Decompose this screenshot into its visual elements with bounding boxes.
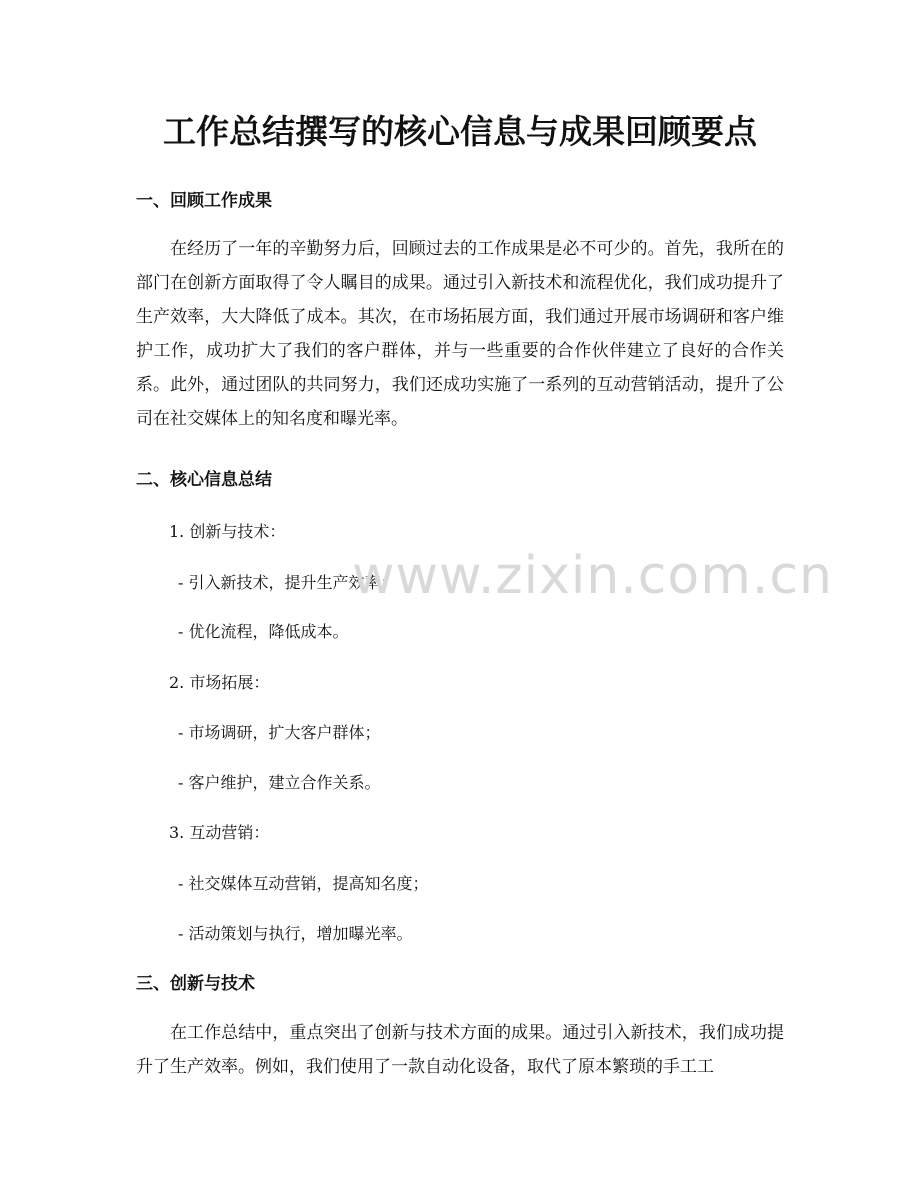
list-item: - 客户维护，建立合作关系。 xyxy=(178,773,381,792)
list-item: - 活动策划与执行，增加曝光率。 xyxy=(178,924,413,943)
list-item: - 社交媒体互动营销，提高知名度； xyxy=(178,874,429,893)
list-item: 2. 市场拓展： xyxy=(169,673,270,692)
section-heading-3: 三、创新与技术 xyxy=(136,974,255,994)
list-item: 3. 互动营销： xyxy=(169,823,270,842)
section-3-paragraph: 在工作总结中，重点突出了创新与技术方面的成果。通过引入新技术，我们成功提升了生产效率。例如，我们使用了一款自动化设备，取代了原本繁琐的手工工 xyxy=(136,1023,784,1077)
list-item: - 市场调研，扩大客户群体； xyxy=(178,723,381,742)
document-title: 工作总结撰写的核心信息与成果回顾要点 xyxy=(163,112,757,151)
list-item: 1. 创新与技术： xyxy=(169,522,286,541)
list-item: - 引入新技术，提升生产效率； xyxy=(178,573,397,592)
section-1-paragraph: 在经历了一年的辛勤努力后，回顾过去的工作成果是必不可少的。首先，我所在的部门在创新方面取得了令人瞩目的成果。通过引入新技术和流程优化，我们成功提升了生产效率，大大降低了成本。其次，在市场拓展方面，我们通过开展市场调研和客户维护工作，成功扩大了我们的客户群体，并与一些重要的合作伙伴建立了良好的合作关系。此外，通过团队的共同努力，我们还成功实施了一系列的互动营销活动，提升了公司在社交媒体上的知名度和曝光率。 xyxy=(136,239,784,429)
section-heading-2: 二、核心信息总结 xyxy=(136,470,272,490)
section-heading-1: 一、回顾工作成果 xyxy=(136,191,272,211)
list-item: - 优化流程，降低成本。 xyxy=(178,622,349,641)
watermark: www.zixin.com.cn xyxy=(352,546,833,606)
